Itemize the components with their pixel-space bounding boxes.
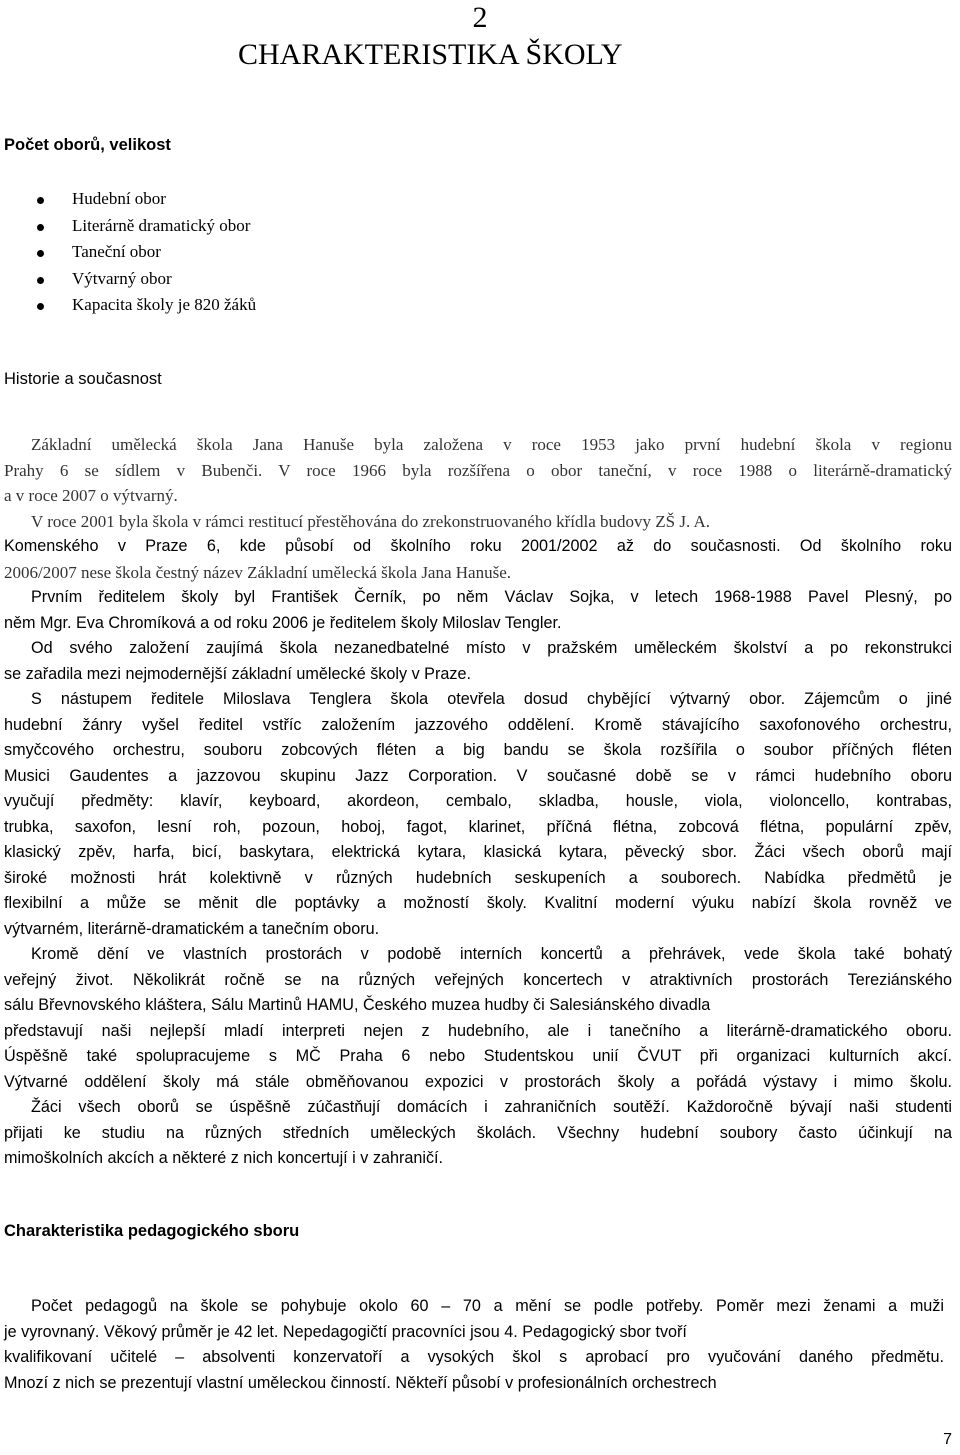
chapter-header (0, 0, 960, 80)
text-line: V roce 2001 byla škola v rámci restitucí přestěhována do zrekonstruovaného křídla budovy ZŠ J. A. (31, 511, 711, 531)
text-line: 2006/2007 nese škola čestný název Základní umělecká škola Jana Hanuše. (4, 562, 512, 582)
bullet-icon (37, 303, 44, 310)
bullet-icon (37, 197, 44, 204)
text-line: něm Mgr. Eva Chromíková a od roku 2006 je ředitelem školy Miloslav Tengler. (4, 613, 562, 632)
text-line: hudební žánry vyšel ředitel vstříc založením jazzového oddělení. Kromě stávajícího saxofonového orchestru, (4, 715, 952, 734)
text-line: Základní umělecká škola Jana Hanuše byla založena v roce 1953 jako první hudební škola v regionu (31, 435, 952, 454)
text-line: se zařadila mezi nejmodernější základní umělecké školy v Praze. (4, 664, 471, 683)
text-line: Úspěšně také spolupracujeme s MČ Praha 6 nebo Studentskou unií ČVUT při organizaci kulturních akcí. (4, 1047, 952, 1065)
list-item: Výtvarný obor (0, 266, 256, 293)
text-line: a v roce 2007 o výtvarný. (4, 486, 178, 505)
text-line: Komenského v Praze 6, kde působí od školního roku 2001/2002 až do současnosti. Od školního roku (4, 537, 952, 555)
text-line: smyčcového orchestru, souboru zobcových fléten a big bandu se škola rozšířila o soubor příčných fléten (4, 741, 952, 759)
text-line: Prahy 6 se sídlem v Bubenči. V roce 1966 byla rozšířena o obor taneční, v roce 1988 o literárně-dramatický (4, 460, 952, 480)
text-line: Od svého založení zaujímá škola nezanedbatelné místo v pražském uměleckém školství a po rekonstrukci (31, 639, 952, 657)
bullet-icon (37, 224, 44, 231)
obory-list (0, 186, 256, 319)
text-line: je vyrovnaný. Věkový průměr je 42 let. Nepedagogičtí pracovníci jsou 4. Pedagogický sbor tvoří (4, 1322, 687, 1341)
text-line: Kromě dění ve vlastních prostorách v podobě interních koncertů a přehrávek, vede škola také bohatý (31, 945, 952, 963)
text-line: mimoškolních akcích a některé z nich koncertují i v zahraničí. (4, 1149, 444, 1167)
text-line: výtvarném, literárně-dramatickém a tanečním oboru. (4, 919, 380, 938)
text-line: široké možnosti hrát kolektivně v různých hudebních seskupeních a souborech. Nabídka předmětů je (4, 868, 952, 887)
text-line: kvalifikovaní učitelé – absolventi konzervatoří a vysokých škol s aprobací pro vyučování daného předmětu. (4, 1348, 944, 1366)
chapter-title: CHARAKTERISTIKA ŠKOLY (238, 38, 623, 71)
list-item: Hudební obor (0, 186, 256, 213)
text-line: sálu Břevnovského kláštera, Sálu Martinů HAMU, Českého muzea hudby či Salesiánského divadla (4, 996, 711, 1014)
section-heading-historie: Historie a současnost (4, 370, 162, 388)
text-line: Musici Gaudentes a jazzovou skupinu Jazz Corporation. V současné době se v rámci hudebního oboru (4, 766, 952, 785)
historie-body (4, 432, 952, 1172)
page-number: 7 (943, 1431, 952, 1448)
text-line: S nástupem ředitele Miloslava Tenglera škola otevřela dosud chybějící výtvarný obor. Zájemcům o jiné (31, 690, 952, 708)
text-line: Výtvarné oddělení školy má stále obměňovanou expozici v prostorách školy a pořádá výstavy i mimo školu. (4, 1072, 952, 1091)
text-line: veřejný život. Několikrát ročně se na různých veřejných koncertech v atraktivních prostorách Tereziánského (4, 970, 952, 989)
list-item: Taneční obor (0, 239, 256, 266)
text-line: vyučují předměty: klavír, keyboard, akordeon, cembalo, skladba, housle, viola, violoncello, kontrabas, (4, 792, 952, 810)
chapter-number: 2 (472, 1, 488, 34)
list-item: Literárně dramatický obor (0, 213, 256, 240)
text-line: Počet pedagogů na škole se pohybuje okolo 60 – 70 a mění se podle potřeby. Poměr mezi ženami a muži (31, 1297, 944, 1315)
text-line: představují naši nejlepší mladí interpreti nejen z hudebního, ale i tanečního a literárně-dramatického oboru. (4, 1021, 952, 1040)
text-line: přijati ke studiu na různých středních uměleckých školách. Všechny hudební soubory často účinkují na (4, 1123, 952, 1142)
sbor-body (4, 1294, 944, 1396)
bullet-icon (37, 277, 44, 284)
bullet-icon (37, 250, 44, 257)
text-line: Prvním ředitelem školy byl František Černík, po něm Václav Sojka, v letech 1968-1988 Pavel Plesný, po (31, 588, 952, 606)
list-item: Kapacita školy je 820 žáků (0, 292, 256, 319)
section-heading-obory: Počet oborů, velikost (4, 136, 171, 154)
text-line: klasický zpěv, harfa, bicí, baskytara, elektrická kytara, klasická kytara, pěvecký sbor. Žáci všech oborů mají (4, 843, 952, 861)
text-line: flexibilní a může se měnit dle poptávky a možností školy. Kvalitní moderní výuku nabízí škola rovněž ve (4, 894, 952, 912)
text-line: trubka, saxofon, lesní roh, pozoun, hoboj, fagot, klarinet, příčná flétna, zobcová flétna, populární zpěv, (4, 817, 952, 836)
text-line: Žáci všech oborů se úspěšně zúčastňují domácích i zahraničních soutěží. Každoročně bývají naši studenti (31, 1098, 952, 1116)
text-line: Mnozí z nich se prezentují vlastní uměleckou činností. Někteří působí v profesionálních orchestrech (4, 1373, 717, 1392)
section-heading-sbor: Charakteristika pedagogického sboru (4, 1222, 300, 1240)
